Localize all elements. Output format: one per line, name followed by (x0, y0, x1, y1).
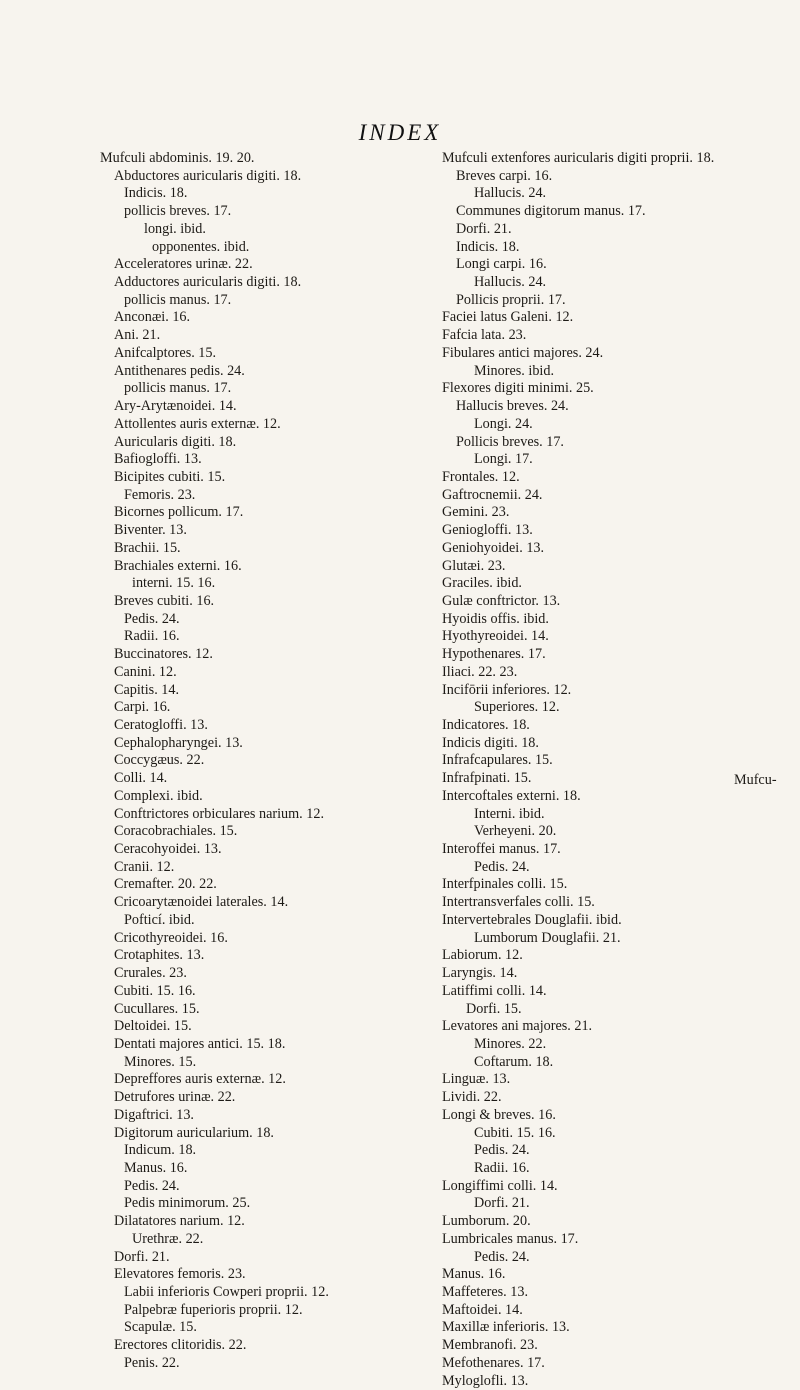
index-entry: Indicis. 18. (124, 185, 188, 202)
index-entry: Indicum. 18. (124, 1142, 197, 1159)
index-entry: Longiffimi colli. 14. (442, 1177, 558, 1194)
index-entry: Fibulares antici majores. 24. (442, 344, 604, 361)
index-entry: Linguæ. 13. (442, 1071, 511, 1088)
index-entry: Lumbricales manus. 17. (442, 1230, 579, 1247)
index-entry: Radii. 16. (124, 628, 180, 645)
index-entry: Cremafter. 20. 22. (114, 876, 217, 893)
index-entry: Myloglofli. 13. (442, 1372, 529, 1389)
index-entry: Pedis. 24. (124, 610, 180, 627)
index-entry: Interni. ibid. (474, 805, 545, 822)
index-entry: Longi. 24. (474, 415, 533, 432)
right-column (442, 150, 742, 1390)
index-entry: Cucullares. 15. (114, 1000, 200, 1017)
index-entry: Ceratogloffi. 13. (114, 717, 208, 733)
catchword: Mufcu- (734, 772, 777, 788)
index-entry: Urethræ. 22. (132, 1230, 204, 1247)
index-entry: pollicis breves. 17. (124, 203, 232, 220)
index-entry: Femoris. 23. (124, 486, 196, 503)
index-entry: Breves cubiti. 16. (114, 592, 215, 609)
index-entry: Breves carpi. 16. (456, 167, 553, 184)
index-entry: Geniohyoidei. 13. (442, 539, 545, 556)
index-entry: Minores. 22. (474, 1035, 547, 1052)
index-entry: Digaftrici. 13. (114, 1106, 194, 1123)
index-entry: Manus. 16. (124, 1159, 188, 1176)
index-entry: Palpebræ fuperioris proprii. 12. (124, 1301, 303, 1318)
index-entry: Coracobrachiales. 15. (114, 823, 238, 840)
index-entry: Radii. 16. (474, 1159, 530, 1176)
index-entry: Hallucis. 24. (474, 274, 547, 291)
index-entry: Dorfi. 15. (466, 1000, 522, 1017)
index-entry: Verheyeni. 20. (474, 823, 557, 840)
index-entry: longi. ibid. (144, 220, 206, 237)
index-entry: Pedis. 24. (474, 1248, 530, 1265)
index-entry: Dentati majores antici. 15. 18. (114, 1035, 286, 1052)
index-entry: Laryngis. 14. (442, 965, 518, 982)
index-entry: Lividi. 22. (442, 1089, 502, 1106)
index-entry: pollicis manus. 17. (124, 291, 232, 308)
index-entry: Fafcia lata. 23. (442, 327, 527, 344)
index-entry: Pedis. 24. (474, 1142, 530, 1159)
index-entry: Hyoidis offis. ibid. (442, 610, 549, 627)
index-entry: Minores. ibid. (474, 362, 554, 379)
index-entry: Ceracohyoidei. 13. (114, 841, 222, 858)
index-entry: Mufculi abdominis. 19. 20. (100, 150, 255, 166)
index-entry: Intervertebrales Douglafii. ibid. (442, 911, 622, 928)
index-entry: Bicornes pollicum. 17. (114, 504, 244, 521)
index-entry: Abductores auricularis digiti. 18. (114, 167, 302, 184)
index-entry: Auricularis digiti. 18. (114, 433, 237, 450)
index-entry: Acceleratores urinæ. 22. (114, 256, 253, 273)
index-entry: Canini. 12. (114, 663, 177, 680)
index-entry: opponentes. ibid. (152, 238, 250, 255)
index-entry: Brachiales externi. 16. (114, 557, 242, 574)
index-entry: Anconæi. 16. (114, 309, 191, 326)
index-entry: Labiorum. 12. (442, 947, 523, 964)
index-entry: Iliaci. 22. 23. (442, 663, 518, 680)
index-entry: Crotaphites. 13. (114, 947, 205, 964)
index-entry: Communes digitorum manus. 17. (456, 203, 646, 220)
index-entry: Complexi. ibid. (114, 787, 203, 804)
index-entry: Attollentes auris externæ. 12. (114, 415, 281, 432)
index-entry: Hypothenares. 17. (442, 646, 546, 663)
index-entry: Mefothenares. 17. (442, 1354, 545, 1371)
index-entry: Maxillæ inferioris. 13. (442, 1319, 570, 1336)
index-entry: Pedis. 24. (124, 1177, 180, 1194)
index-entry: Erectores clitoridis. 22. (114, 1337, 247, 1354)
index-entry: Minores. 15. (124, 1053, 197, 1070)
index-entry: Intertransverfales colli. 15. (442, 894, 595, 911)
index-entry: Bafiogloffi. 13. (114, 451, 202, 468)
index-entry: Scapulæ. 15. (124, 1319, 197, 1336)
index-entry: Latiffimi colli. 14. (442, 982, 547, 999)
index-entry: Gemini. 23. (442, 504, 510, 521)
index-entry: Infrafpinati. 15. (442, 770, 532, 787)
index-entry: Hallucis. 24. (474, 185, 547, 202)
index-entry: Pollicis breves. 17. (456, 433, 564, 450)
left-column (100, 150, 485, 1373)
index-entry: Elevatores femoris. 23. (114, 1266, 246, 1283)
index-entry: Capitis. 14. (114, 681, 180, 698)
index-entry: Pedis. 24. (474, 858, 530, 875)
index-entry: Biventer. 13. (114, 522, 187, 539)
index-entry: Glutæi. 23. (442, 557, 506, 574)
index-entry: Maffeteres. 13. (442, 1284, 529, 1300)
index-entry: Incifōrii inferiores. 12. (442, 681, 572, 698)
index-entry: Flexores digiti minimi. 25. (442, 380, 594, 397)
index-entry: Hyothyreoidei. 14. (442, 628, 549, 645)
index-entry: Crurales. 23. (114, 965, 187, 982)
index-entry: Indicis digiti. 18. (442, 734, 539, 751)
index-entry: Manus. 16. (442, 1266, 506, 1283)
index-entry: Membranofi. 23. (442, 1337, 538, 1354)
index-entry: Penis. 22. (124, 1354, 180, 1371)
index-entry: Deltoidei. 15. (114, 1018, 192, 1035)
index-entry: Gulæ conftrictor. 13. (442, 592, 561, 609)
index-entry: Hallucis breves. 24. (456, 398, 569, 415)
index-entry: Interfpinales colli. 15. (442, 876, 568, 893)
index-entry: Ani. 21. (114, 327, 161, 344)
index-entry: Infrafcapulares. 15. (442, 752, 553, 769)
index-entry: Mufculi extenfores auricularis digiti proprii. 18. (442, 150, 715, 166)
index-entry: interni. 15. 16. (132, 575, 216, 592)
index-entry: Pedis minimorum. 25. (124, 1195, 251, 1212)
index-entry: Pollicis proprii. 17. (456, 291, 566, 308)
index-entry: Labii inferioris Cowperi proprii. 12. (124, 1284, 329, 1300)
index-entry: Dilatatores narium. 12. (114, 1213, 245, 1230)
index-entry: Cubiti. 15. 16. (474, 1124, 556, 1141)
index-entry: Cricoarytænoidei laterales. 14. (114, 894, 289, 911)
index-entry: Longi. 17. (474, 451, 533, 468)
index-entry: Cephalopharyngei. 13. (114, 734, 243, 751)
index-entry: Lumborum Douglafii. 21. (474, 929, 621, 946)
index-entry: Dorfi. 21. (114, 1248, 170, 1265)
index-entry: Antithenares pedis. 24. (114, 362, 245, 379)
index-entry: Intercoftales externi. 18. (442, 787, 581, 804)
index-entry: Ary-Arytænoidei. 14. (114, 398, 237, 415)
index-entry: Bicipites cubiti. 15. (114, 468, 226, 485)
index-entry: Geniogloffi. 13. (442, 522, 533, 539)
index-entry: Carpi. 16. (114, 699, 171, 716)
index-entry: Cricothyreoidei. 16. (114, 929, 228, 946)
index-entry: Cubiti. 15. 16. (114, 982, 196, 999)
index-entry: Conftrictores orbiculares narium. 12. (114, 805, 324, 822)
index-entry: Colli. 14. (114, 770, 168, 787)
index-entry: Longi carpi. 16. (456, 256, 547, 273)
index-entry: Detrufores urinæ. 22. (114, 1089, 236, 1106)
index-entry: Indicatores. 18. (442, 717, 530, 733)
index-entry: Adductores auricularis digiti. 18. (114, 274, 302, 291)
index-entry: Buccinatores. 12. (114, 646, 213, 663)
index-entry: Anifcalptores. 15. (114, 344, 217, 361)
index-entry: Coftarum. 18. (474, 1053, 554, 1070)
index-entry: Dorfi. 21. (456, 220, 512, 237)
index-entry: Lumborum. 20. (442, 1213, 531, 1230)
index-entry: Indicis. 18. (456, 238, 520, 255)
index-entry: Pofticí. ibid. (124, 911, 195, 928)
index-entry: Brachii. 15. (114, 539, 181, 556)
index-entry: Frontales. 12. (442, 468, 520, 485)
index-entry: Longi & breves. 16. (442, 1106, 556, 1123)
index-entry: Maftoidei. 14. (442, 1301, 523, 1318)
index-entry: Digitorum auricularium. 18. (114, 1124, 274, 1141)
index-entry: Coccygæus. 22. (114, 752, 205, 769)
page-heading: INDEX (358, 120, 442, 145)
index-entry: Graciles. ibid. (442, 575, 522, 592)
index-entry: pollicis manus. 17. (124, 380, 232, 397)
index-entry: Faciei latus Galeni. 12. (442, 309, 574, 326)
index-entry: Superiores. 12. (474, 699, 560, 716)
index-entry: Dorfi. 21. (474, 1195, 530, 1212)
index-entry: Interoffei manus. 17. (442, 841, 561, 858)
index-entry: Levatores ani majores. 21. (442, 1018, 593, 1035)
index-entry: Depreffores auris externæ. 12. (114, 1071, 286, 1088)
index-entry: Cranii. 12. (114, 858, 175, 875)
index-entry: Gaftrocnemii. 24. (442, 486, 543, 503)
